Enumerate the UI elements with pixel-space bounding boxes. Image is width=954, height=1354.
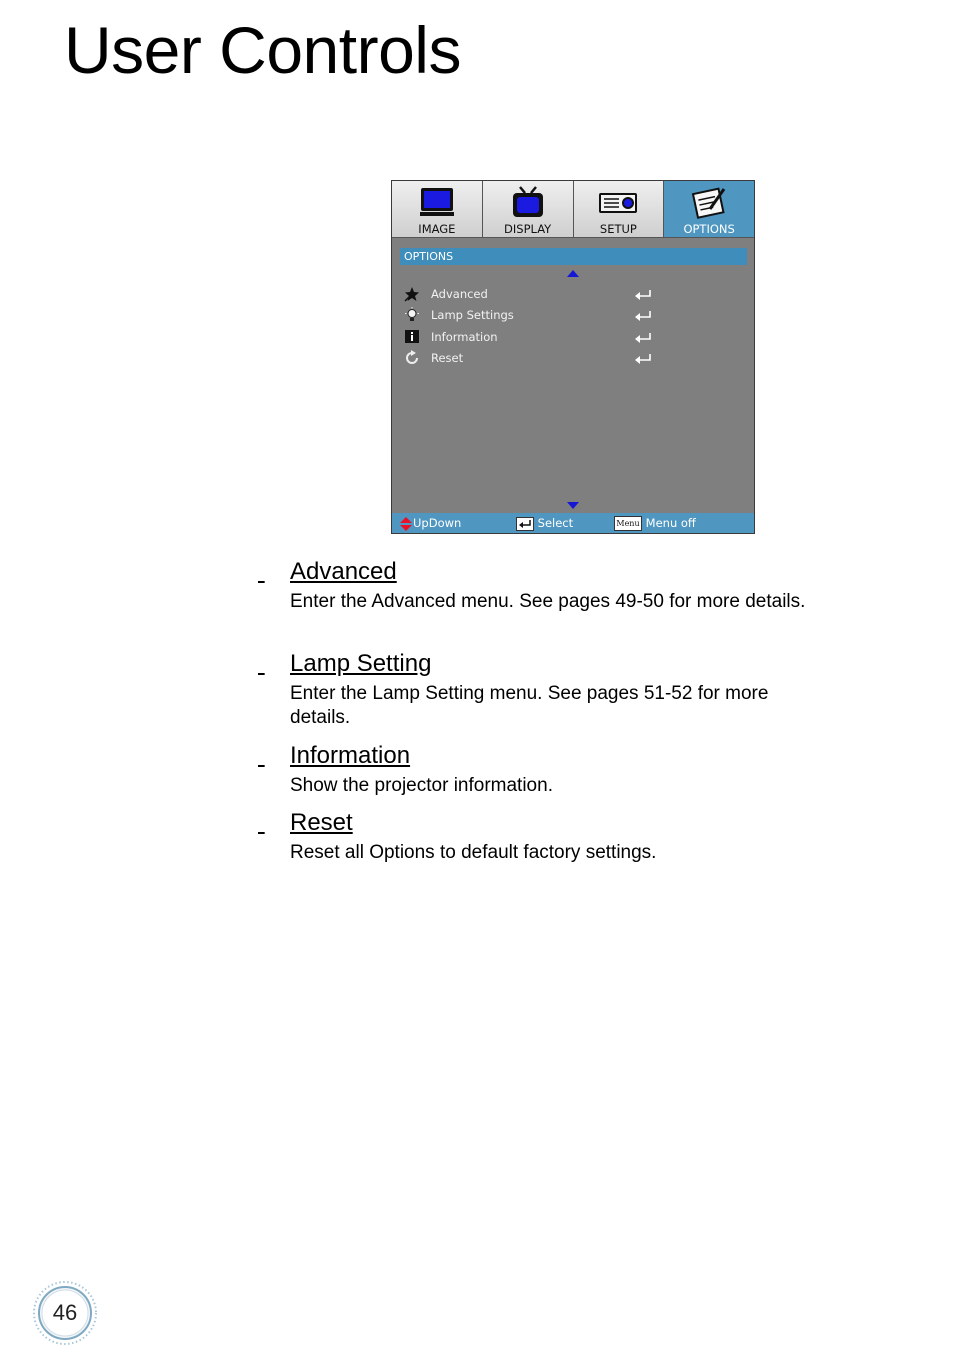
osd-menu-screenshot <box>391 180 755 534</box>
projector-icon <box>597 185 639 219</box>
entry-information <box>258 742 818 798</box>
tab-setup[interactable] <box>574 181 665 238</box>
entry-heading <box>258 742 818 770</box>
scroll-up-arrow-icon[interactable] <box>567 270 579 277</box>
entry-heading-text: Lamp Setting <box>290 650 432 677</box>
enter-icon <box>634 332 652 344</box>
updown-label: UpDown <box>413 516 462 530</box>
entry-heading <box>258 650 818 678</box>
tab-label: OPTIONS <box>683 222 735 236</box>
entry-heading-text: Reset <box>290 809 353 836</box>
menu-item-lamp-settings[interactable] <box>404 306 654 324</box>
entry-heading <box>258 558 818 586</box>
entry-description: Enter the Advanced menu. See pages 49-50 for more details. <box>290 591 806 612</box>
entry-heading <box>258 809 818 837</box>
lamp-icon <box>404 307 420 323</box>
enter-icon <box>634 289 652 301</box>
menu-key-icon: Menu <box>614 516 642 531</box>
entry-description: Enter the Lamp Setting menu. See pages 51-52 for more details. <box>290 683 769 728</box>
menu-item-information[interactable] <box>404 328 654 346</box>
star-icon <box>404 286 420 302</box>
enter-icon <box>634 353 652 365</box>
tv-icon <box>507 185 549 219</box>
updown-arrows-icon <box>399 516 413 532</box>
enter-key-icon <box>516 517 534 531</box>
menu-item-label: Reset <box>431 351 464 365</box>
tab-label: DISPLAY <box>504 222 552 236</box>
scroll-down-arrow-icon[interactable] <box>567 502 579 509</box>
osd-footer-hints <box>392 513 754 533</box>
menu-item-label: Information <box>431 330 498 344</box>
updown-hint <box>399 513 461 533</box>
entry-heading-text: Information <box>290 742 411 769</box>
tab-image[interactable] <box>392 181 483 238</box>
select-hint <box>516 513 573 533</box>
menu-item-advanced[interactable] <box>404 285 654 303</box>
page-number: 46 <box>52 1300 78 1325</box>
menu-item-label: Advanced <box>431 287 488 301</box>
entry-description: Show the projector information. <box>290 775 553 796</box>
osd-tab-bar <box>392 181 754 238</box>
tab-display[interactable] <box>483 181 574 238</box>
entry-lamp-setting <box>258 650 818 730</box>
enter-icon <box>634 310 652 322</box>
monitor-icon <box>416 185 458 219</box>
select-label: Select <box>537 516 574 530</box>
menu-off-label: Menu off <box>645 516 696 530</box>
page-title: User Controls <box>64 13 461 87</box>
entry-heading-text: Advanced <box>290 558 397 585</box>
reset-icon <box>404 350 420 366</box>
menu-item-reset[interactable] <box>404 349 654 367</box>
menu-off-hint <box>614 513 696 533</box>
menu-item-label: Lamp Settings <box>431 308 514 322</box>
tab-label: SETUP <box>599 222 637 236</box>
tab-options[interactable] <box>664 181 754 238</box>
entry-description: Reset all Options to default factory settings. <box>290 842 657 863</box>
info-icon <box>404 329 420 345</box>
osd-section-header: OPTIONS <box>400 248 747 265</box>
notepad-icon <box>688 185 730 219</box>
entry-reset <box>258 809 818 865</box>
tab-label: IMAGE <box>418 222 456 236</box>
entry-advanced <box>258 558 818 614</box>
